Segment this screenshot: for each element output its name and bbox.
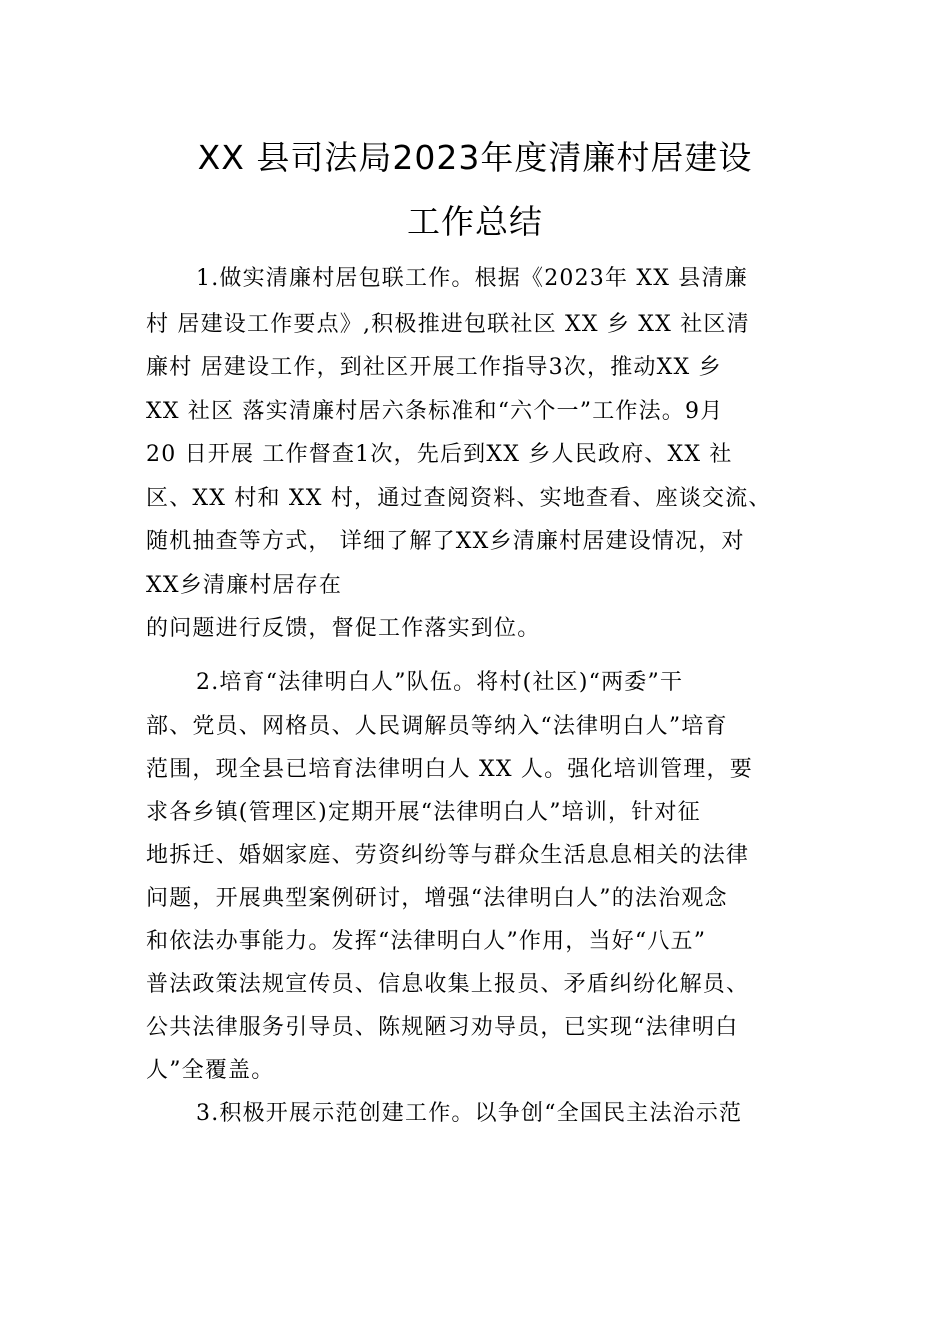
paragraph-1-line-5: 20 日开展 工作督查1次，先后到XX 乡人民政府、XX 社 xyxy=(146,442,733,467)
paragraph-3-line-1: 3.积极开展示范创建工作。以争创“全国民主法治示范 xyxy=(196,1101,743,1126)
paragraph-1-line-4: XX 社区 落实清廉村居六条标准和“六个一”工作法。9月 xyxy=(146,399,724,424)
paragraph-2-line-1: 2.培育“法律明白人”队伍。将村(社区)“两委”干 xyxy=(196,670,684,695)
paragraph-2-line-9: 公共法律服务引导员、陈规陋习劝导员，已实现“法律明白 xyxy=(146,1015,739,1040)
document-title-line-2: 工作总结 xyxy=(407,202,543,241)
paragraph-2-line-6: 问题，开展典型案例研讨，增强“法律明白人”的法治观念 xyxy=(146,886,728,911)
paragraph-2-line-5: 地拆迁、婚姻家庭、劳资纠纷等与群众生活息息相关的法律 xyxy=(146,843,750,868)
paragraph-1-line-1: 1.做实清廉村居包联工作。根据《2023年 XX 县清廉 xyxy=(196,266,748,291)
paragraph-2-line-8: 普法政策法规宣传员、信息收集上报员、矛盾纠纷化解员、 xyxy=(146,972,750,997)
paragraph-2-line-7: 和依法办事能力。发挥“法律明白人”作用，当好“八五” xyxy=(146,929,707,954)
paragraph-1-line-8: XX乡清廉村居存在 xyxy=(146,573,343,598)
paragraph-1-line-9: 的问题进行反馈，督促工作落实到位。 xyxy=(146,616,541,641)
paragraph-2-line-10: 人”全覆盖。 xyxy=(146,1058,275,1083)
paragraph-2-line-3: 范围，现全县已培育法律明白人 XX 人。强化培训管理，要 xyxy=(146,757,753,782)
paragraph-1-line-7: 随机抽查等方式， 详细了解了XX乡清廉村居建设情况，对 xyxy=(146,529,745,554)
paragraph-1-line-6: 区、XX 村和 XX 村，通过查阅资料、实地查看、座谈交流、 xyxy=(146,486,772,511)
paragraph-1-line-2: 村 居建设工作要点》,积极推进包联社区 XX 乡 XX 社区清 xyxy=(146,312,750,337)
document-title-line-1: XX 县司法局2023年度清廉村居建设 xyxy=(197,138,753,177)
paragraph-1-line-3: 廉村 居建设工作，到社区开展工作指导3次，推动XX 乡 xyxy=(146,355,722,380)
paragraph-2-line-4: 求各乡镇(管理区)定期开展“法律明白人”培训，针对征 xyxy=(146,800,701,825)
paragraph-2-line-2: 部、党员、网格员、人民调解员等纳入“法律明白人”培育 xyxy=(146,714,728,739)
